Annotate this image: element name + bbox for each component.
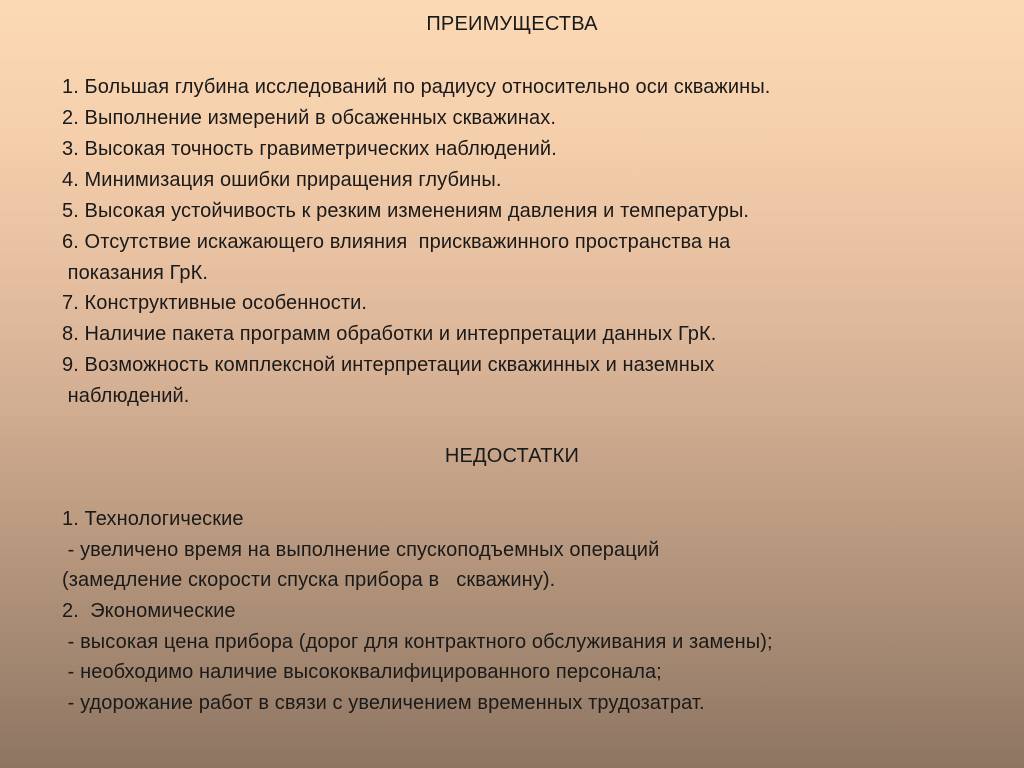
- advantage-item: 6. Отсутствие искажающего влияния прискважинного пространства на: [62, 231, 731, 253]
- disadvantage-subitem: - высокая цена прибора (дорог для контрактного обслуживания и замены);: [62, 631, 773, 653]
- advantage-item: 9. Возможность комплексной интерпретации скважинных и наземных: [62, 354, 715, 376]
- advantage-item: 1. Большая глубина исследований по радиусу относительно оси скважины.: [62, 76, 771, 98]
- advantages-heading: ПРЕИМУЩЕСТВА: [426, 13, 598, 35]
- advantage-item-continuation: показания ГрК.: [62, 262, 209, 284]
- advantage-item: 4. Минимизация ошибки приращения глубины.: [62, 169, 502, 191]
- advantage-item: 3. Высокая точность гравиметрических наблюдений.: [62, 138, 557, 160]
- disadvantage-subitem: - увеличено время на выполнение спускоподъемных операций: [62, 539, 660, 561]
- disadvantage-item: 2. Экономические: [62, 600, 236, 622]
- advantage-item-continuation: наблюдений.: [62, 385, 190, 407]
- disadvantage-subitem-continuation: (замедление скорости спуска прибора в скважину).: [62, 569, 556, 591]
- disadvantage-item: 1. Технологические: [62, 508, 244, 530]
- advantage-item: 2. Выполнение измерений в обсаженных скважинах.: [62, 107, 557, 129]
- advantage-item: 8. Наличие пакета программ обработки и интерпретации данных ГрК.: [62, 323, 717, 345]
- disadvantage-subitem: - необходимо наличие высококвалифицированного персонала;: [62, 661, 662, 683]
- advantage-item: 5. Высокая устойчивость к резким изменениям давления и температуры.: [62, 200, 750, 222]
- advantage-item: 7. Конструктивные особенности.: [62, 292, 368, 314]
- disadvantages-heading: НЕДОСТАТКИ: [444, 445, 580, 467]
- disadvantage-subitem: - удорожание работ в связи с увеличением временных трудозатрат.: [62, 692, 705, 714]
